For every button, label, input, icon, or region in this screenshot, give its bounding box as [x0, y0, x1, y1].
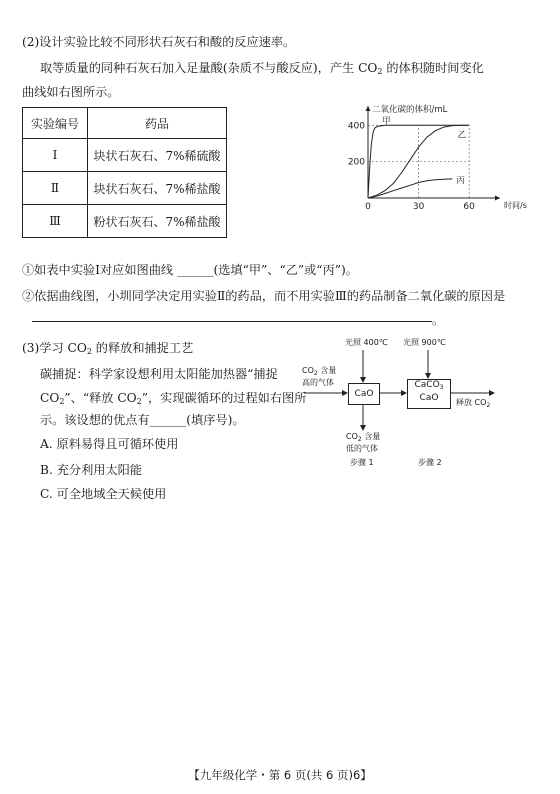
table-cell-id: Ⅲ: [23, 205, 88, 238]
table-header-row: [23, 108, 227, 139]
question-2: ②依据曲线图，小圳同学决定用实验Ⅱ的药品，而不用实验Ⅲ的药品制备二氧化碳的原因是: [22, 289, 506, 303]
series-line-丙: [368, 179, 452, 198]
x-axis-label: 时间/s: [504, 201, 527, 210]
table-row: [23, 205, 227, 238]
series-label: 乙: [457, 130, 467, 141]
step1-label: 步骤 1: [350, 458, 374, 467]
x-axis-arrow: [495, 196, 500, 201]
x-tick-label: 60: [463, 202, 475, 212]
option-b: B. 充分利用太阳能: [40, 463, 143, 477]
cao-box: CaO: [348, 383, 380, 405]
output-gas-label-2: 低的气体: [346, 444, 378, 453]
release-co2-label: 释放 $CO_2$: [456, 398, 491, 409]
table-cell-drug: 块状石灰石、7%稀盐酸: [88, 172, 227, 205]
table-cell-drug: 块状石灰石、7%稀硫酸: [88, 139, 227, 172]
table-row: [23, 172, 227, 205]
x-tick-label: 30: [412, 202, 425, 212]
co2-volume-chart: [340, 100, 527, 220]
section3-line3: 示。该设想的优点有______(填序号)。: [40, 413, 245, 427]
y-axis-label: 二氧化碳的体积/mL: [372, 105, 448, 115]
series-label: 甲: [382, 116, 391, 127]
input-gas-label-2: 高的气体: [302, 378, 334, 387]
page-footer: 【九年级化学・第 6 页(共 6 页)6】: [188, 768, 372, 782]
y-tick-label: 200: [347, 157, 365, 168]
y-tick-label: 400: [347, 121, 365, 132]
section2-heading: (2)设计实验比较不同形状石灰石和酸的反应速率。: [22, 35, 296, 49]
section2-para-line2: 曲线如右图所示。: [22, 85, 120, 99]
section3-heading: (3)学习 $CO_2$ 的释放和捕捉工艺: [22, 341, 194, 356]
x-tick-label: 0: [365, 202, 371, 212]
table-row: [23, 139, 227, 172]
light-900-label: 光照 900℃: [403, 338, 446, 347]
question-1: ①如表中实验Ⅰ对应如图曲线 ______(选填“甲”、“乙”或“丙”)。: [22, 263, 358, 277]
section3-line2: $CO_2$”、“释放 $CO_2$”，实现碳循环的过程如右图所: [40, 391, 307, 406]
option-c: C. 可全地域全天候使用: [40, 487, 167, 501]
answer-line: [32, 321, 432, 322]
output-gas-label-1: $CO_2$ 含量: [346, 432, 381, 443]
table-header: 实验编号: [23, 108, 88, 139]
series-label: 丙: [456, 175, 465, 186]
question-2-end: 。: [432, 313, 445, 327]
process-arrows: [290, 330, 510, 450]
table-cell-id: Ⅱ: [23, 172, 88, 205]
input-gas-label-1: $CO_2$ 含量: [302, 366, 337, 377]
y-axis-arrow: [366, 106, 371, 111]
light-400-label: 光照 400℃: [345, 338, 388, 347]
experiment-table: [22, 107, 227, 238]
caco3-cao-box: CaCO$_3$ CaO: [407, 379, 451, 409]
section2-para-line1: 取等质量的同种石灰石加入足量酸(杂质不与酸反应)，产生 $CO_2$ 的体积随时间变化: [40, 61, 484, 76]
step2-label: 步骤 2: [418, 458, 442, 467]
table-cell-drug: 粉状石灰石、7%稀盐酸: [88, 205, 227, 238]
section3-line1: 碳捕捉：科学家设想利用太阳能加热器“捕捉: [40, 367, 278, 381]
option-a: A. 原料易得且可循环使用: [40, 437, 179, 451]
table-header: 药品: [88, 108, 227, 139]
table-cell-id: Ⅰ: [23, 139, 88, 172]
